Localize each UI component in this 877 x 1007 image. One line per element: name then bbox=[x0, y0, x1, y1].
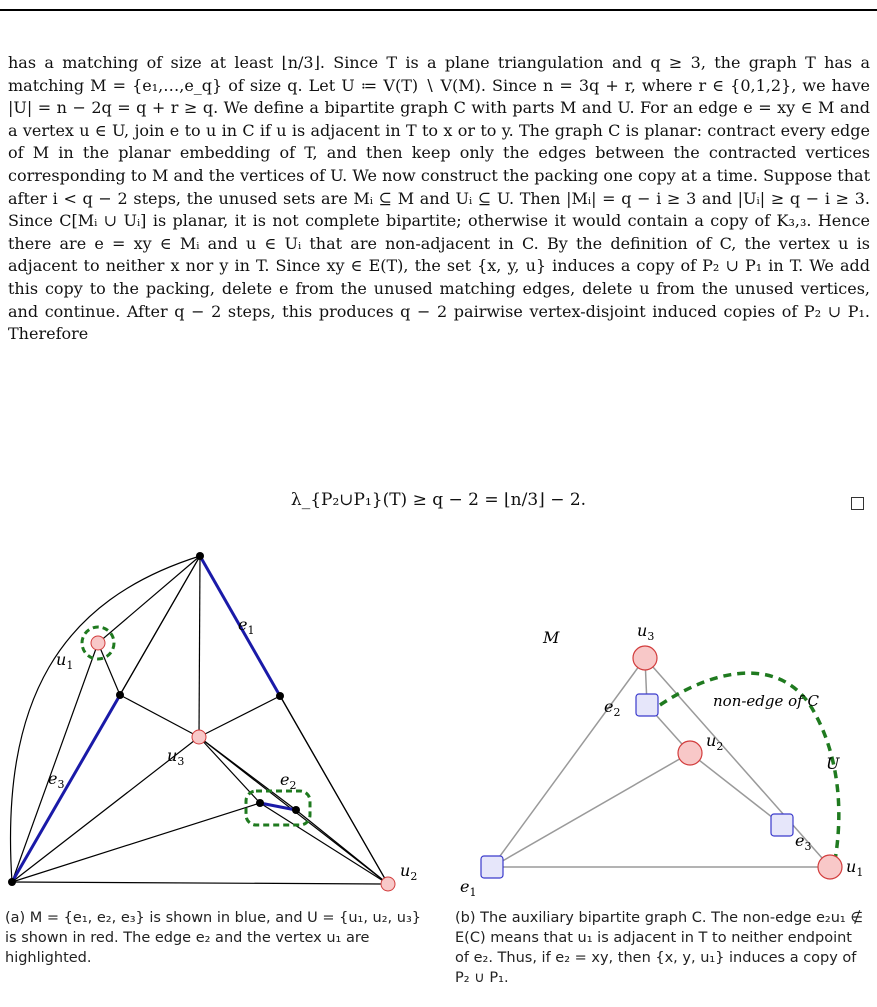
matching-edges bbox=[12, 556, 296, 882]
label-b-e3: $e_3$ bbox=[795, 831, 812, 853]
vertex-e3 bbox=[771, 814, 793, 836]
figure-b-graph bbox=[460, 621, 863, 899]
figure-a-caption: (a) M = {e₁, e₂, e₃} is shown in blue, and U = {u₁, u₂, u₃} is shown in red. The edge e₂ and the vertex u₁ are highlighted. bbox=[5, 910, 422, 966]
non-edge-label: non-edge of C bbox=[713, 692, 819, 710]
label-b-e1: $e_1$ bbox=[460, 877, 477, 899]
vertex-u2 bbox=[381, 877, 395, 891]
vertex-e2 bbox=[636, 694, 658, 716]
label-b-u3: $u_3$ bbox=[637, 621, 655, 643]
label-M: M bbox=[543, 628, 560, 647]
vertex-e1 bbox=[481, 856, 503, 878]
black-vertices bbox=[8, 552, 300, 886]
figure-b-caption: (b) The auxiliary bipartite graph C. The non-edge e₂u₁ ∉ E(C) means that u₁ is adjacent in T to neither endpoint of e₂. Thus, if e₂ = xy, then {x, y, u₁} induces a copy of P₂ ∪ P₁. bbox=[455, 910, 863, 986]
vertex-b-u3 bbox=[633, 646, 657, 670]
label-b-u1: $u_1$ bbox=[846, 857, 864, 879]
qed-box bbox=[851, 497, 864, 510]
label-u2: $u_2$ bbox=[400, 861, 418, 883]
vertex-u3 bbox=[192, 730, 206, 744]
proof-text: has a matching of size at least ⌊n/3⌋. Since T is a plane triangulation and q ≥ 3, the graph T has a matching M = {e₁,…,e_q} of size q. Let U ≔ V(T) ∖ V(M). Since n = 3q + r, where r ∈ {0,1,2}, we have |U| = n − 2q = q + r ≥ q. We define a bipartite graph C with parts M and U. For an edge e = xy ∈ M and a vertex u ∈ U, join e to u in C if u is adjacent in T to x or to y. The graph C is planar: contract every edge of M in the planar embedding of T, and then keep only the edges between the contracted vertices corresponding to M and the vertices of U. We now construct the packing one copy at a time. Suppose that after i < q − 2 steps, the unused sets are Mᵢ ⊆ M and Uᵢ ⊆ U. Then |Mᵢ| = q − i ≥ 3 and |Uᵢ| ≥ q − i ≥ 3. Since C[Mᵢ ∪ Uᵢ] is planar, it is not complete bipartite; otherwise it would contain a copy of K₃,₃. Hence there are e = xy ∈ Mᵢ and u ∈ Uᵢ that are non-adjacent in C. By the definition of C, the vertex u is adjacent to neither x nor y in T. Since xy ∈ E(T), the set {x, y, u} induces a copy of P₂ ∪ P₁ in T. We add this copy to the packing, delete e from the unused matching edges, delete u from the unused vertices, and continue. After q − 2 steps, this produces q − 2 pairwise vertex-disjoint induced copies of P₂ ∪ P₁. Therefore bbox=[8, 53, 870, 344]
figure-a-graph bbox=[8, 552, 417, 891]
proof-paragraph bbox=[8, 52, 870, 346]
label-b-u2: $u_2$ bbox=[706, 731, 724, 753]
label-b-e2: $e_2$ bbox=[604, 697, 621, 719]
label-e2: $e_2$ bbox=[280, 770, 297, 792]
vertex-b-u2 bbox=[678, 741, 702, 765]
label-u3: $u_3$ bbox=[167, 746, 185, 768]
display-equation: λ_{P₂∪P₁}(T) ≥ q − 2 = ⌊n/3⌋ − 2. bbox=[290, 490, 587, 510]
vertex-u1 bbox=[91, 636, 105, 650]
label-e1: $e_1$ bbox=[238, 615, 255, 637]
edge-e3 bbox=[12, 695, 120, 882]
label-u1: $u_1$ bbox=[56, 650, 74, 672]
vertex-b-u1 bbox=[818, 855, 842, 879]
label-e3: $e_3$ bbox=[48, 769, 65, 791]
label-U: U bbox=[826, 754, 840, 773]
header-rule bbox=[0, 9, 877, 11]
figure-panels bbox=[0, 540, 877, 900]
triangulation-edges bbox=[12, 556, 388, 884]
